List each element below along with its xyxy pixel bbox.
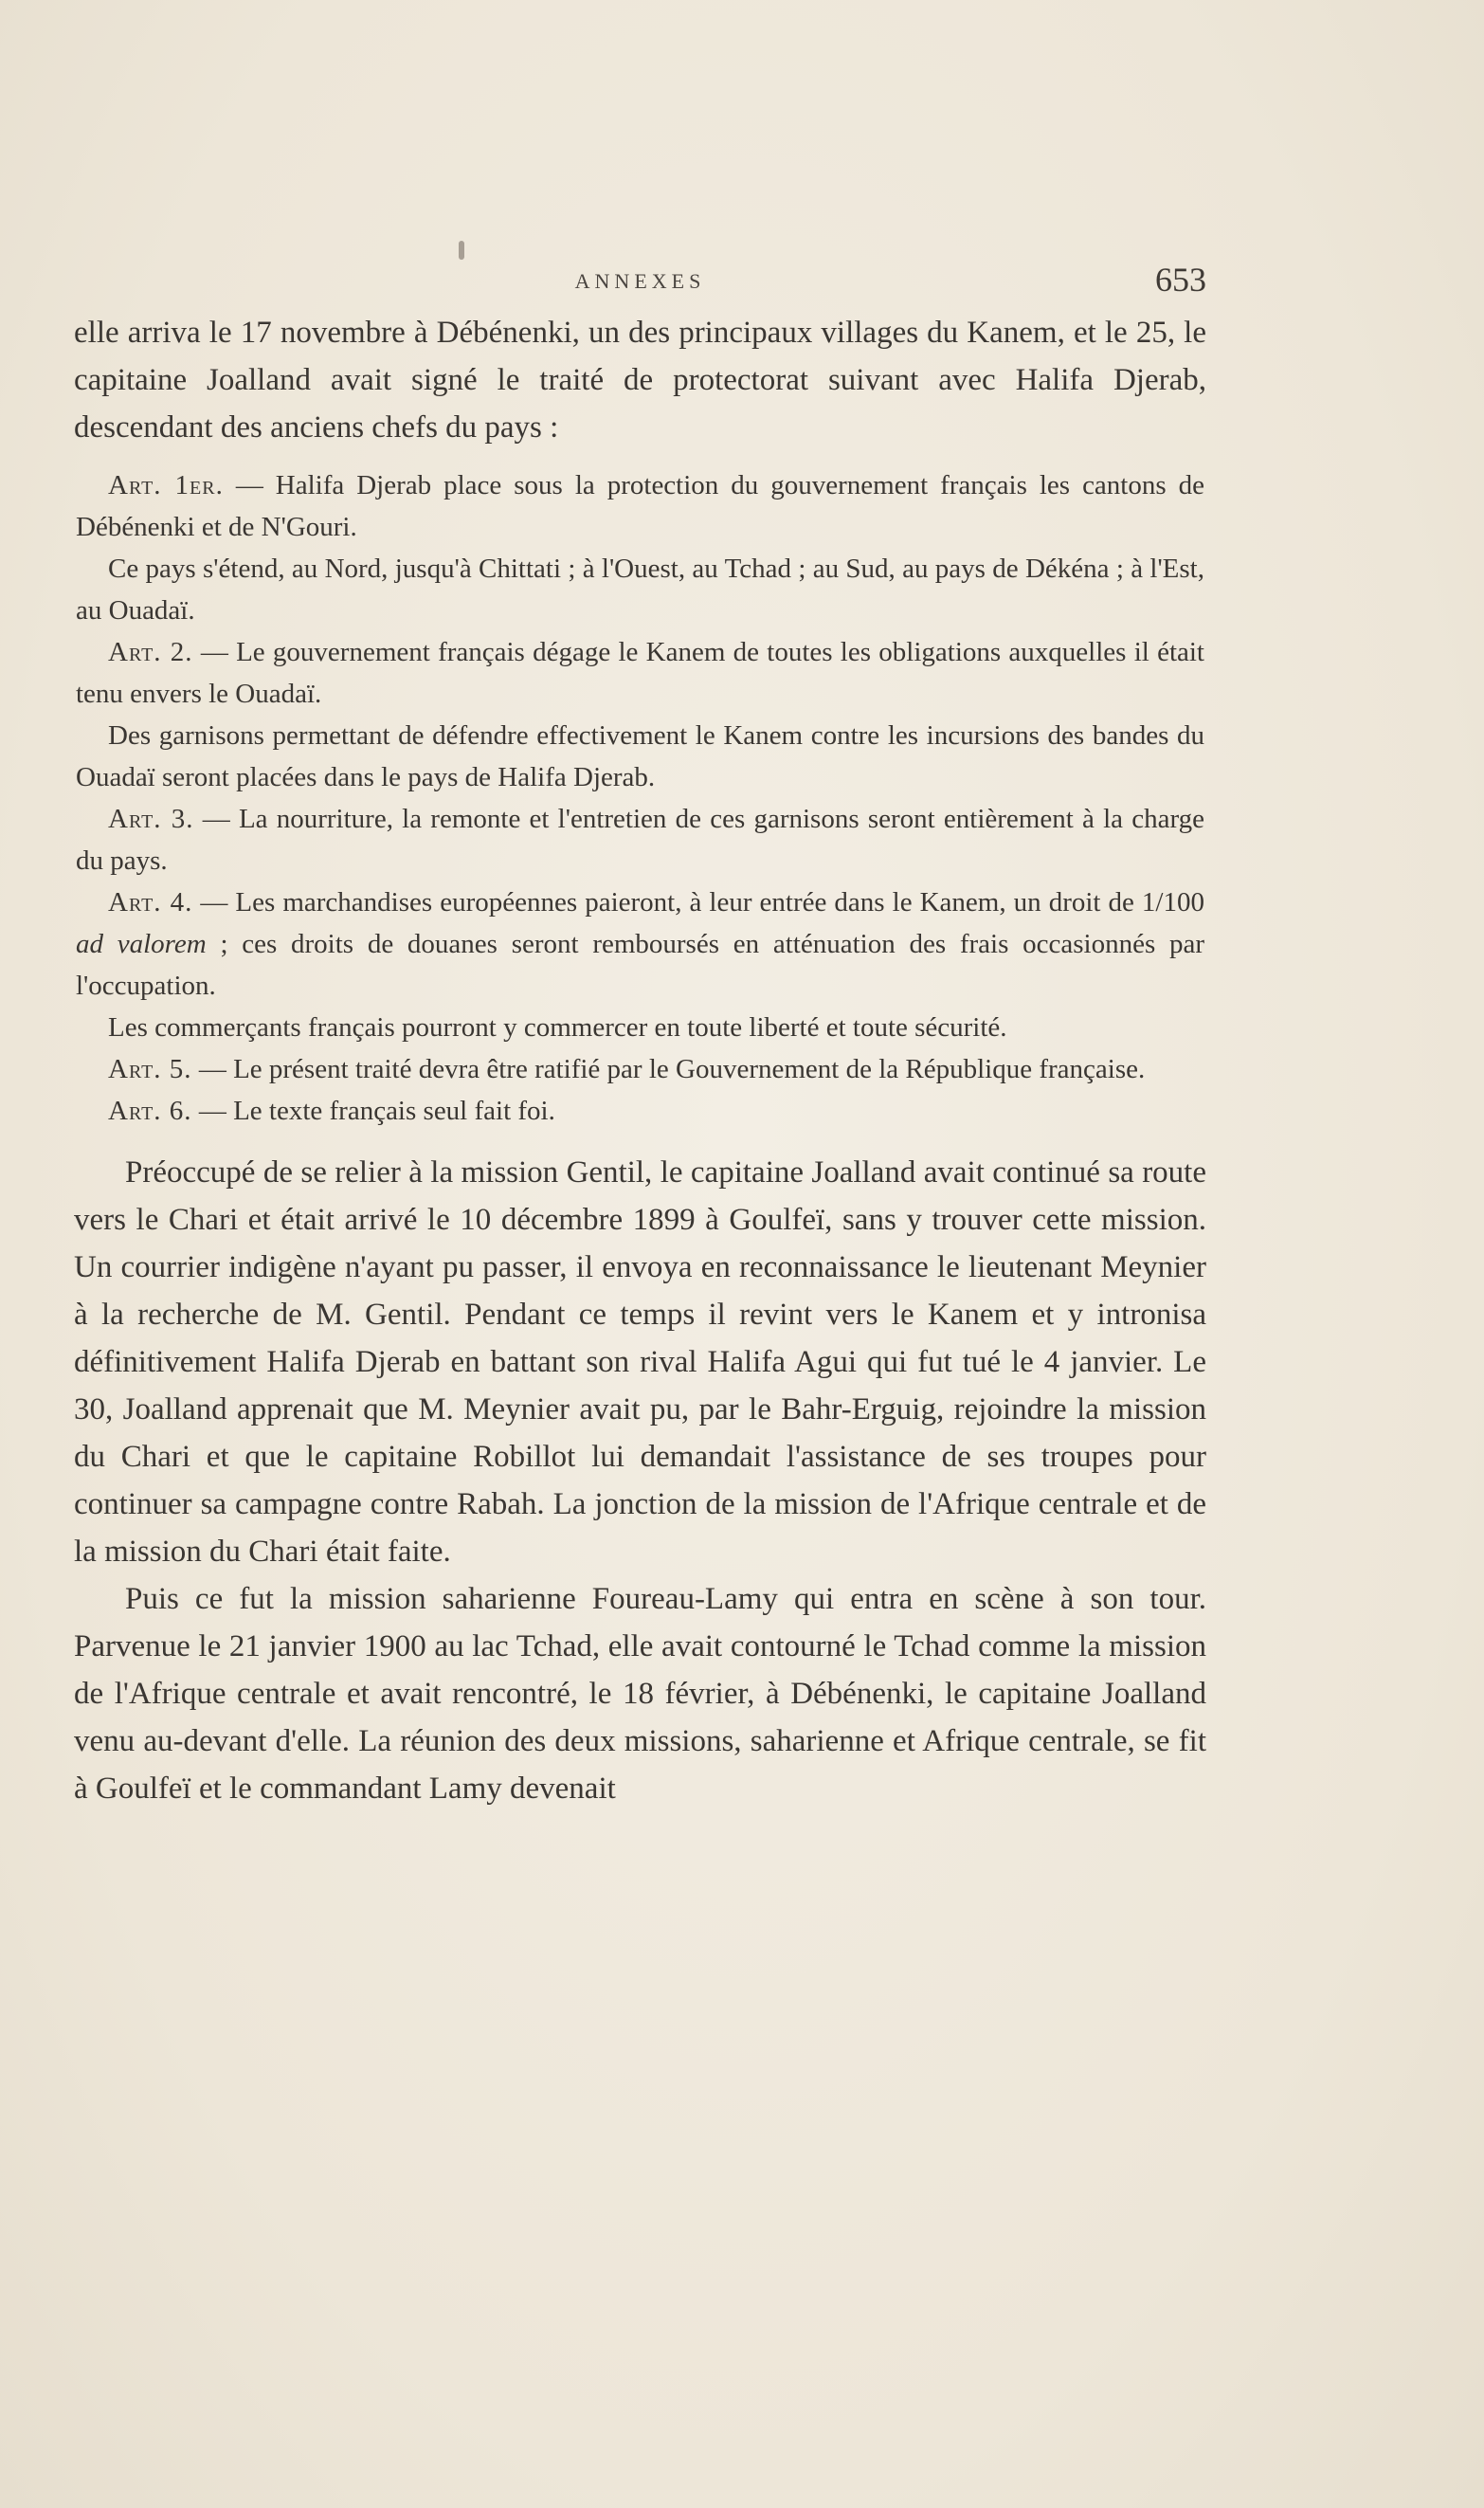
paragraph-mission-gentil: Préoccupé de se relier à la mission Gentil, le capitaine Joalland avait continué sa route vers le Chari et était arrivé le 10 décembre 1899 à Goulfeï, sans y trouver cette mission. Un courrier indigène n'ayant pu passer, il envoya en reconnaissance le lieutenant Meynier à la recherche de M. Gentil. Pendant ce temps il revint vers le Kanem et y intronisa définitivement Halifa Djerab en battant son rival Halifa Agui qui fut tué le 4 janvier. Le 30, Joalland apprenait que M. Meynier avait pu, par le Bahr-Erguig, rejoindre la mission du Chari et que le capitaine Robillot lui demandait l'assistance de ses troupes pour continuer sa campagne contre Rabah. La jonction de la mission de l'Afrique centrale et de la mission du Chari était faite. (74, 1155, 1206, 1569)
article-4-continuation (74, 1007, 1206, 1048)
article-text: — Halifa Djerab place sous la protection du gouvernement français les cantons de Débénenki et de N'Gouri. (76, 470, 1204, 542)
article-text: — Le gouvernement français dégage le Kanem de toutes les obligations auxquelles il était tenu envers le Ouadaï. (76, 637, 1204, 709)
article-text: Les commerçants français pourront y commercer en toute liberté et toute sécurité. (108, 1012, 1007, 1043)
intro-paragraph: elle arriva le 17 novembre à Débénenki, un des principaux villages du Kanem, et le 25, le capitaine Joalland avait signé le traité de protectorat suivant avec Halifa Djerab, descendant des anciens chefs du pays : (74, 316, 1206, 445)
article-1-continuation (74, 548, 1206, 631)
article-text: — La nourriture, la remonte et l'entretien de ces garnisons seront entièrement à la charge du pays. (76, 804, 1204, 876)
article-text: Des garnisons permettant de défendre effectivement le Kanem contre les incursions des bandes du Ouadaï seront placées dans le pays de Halifa Djerab. (76, 720, 1204, 792)
paragraph-mission-saharienne: Puis ce fut la mission saharienne Foureau-Lamy qui entra en scène à son tour. Parvenue le 21 janvier 1900 au lac Tchad, elle avait contourné le Tchad comme la mission de l'Afrique centrale et avait rencontré, le 18 février, à Débénenki, le capitaine Joalland venu au-devant d'elle. La réunion des deux missions, saharienne et Afrique centrale, se fit à Goulfeï et le commandant Lamy devenait (74, 1582, 1206, 1806)
article-label: Art. 5. (108, 1054, 192, 1084)
article-text: — Les marchandises européennes paieront, à leur entrée dans le Kanem, un droit de 1/100 (192, 887, 1204, 918)
ink-blot-mark (459, 241, 464, 260)
article-text: ; ces droits de douanes seront remboursés en atténuation des frais occasionnés par l'occupation. (76, 929, 1204, 1001)
article-label: Art. 6. (108, 1096, 192, 1126)
page-header (74, 258, 1206, 305)
article-4 (74, 881, 1206, 1007)
article-label: Art. 1er. (108, 470, 224, 500)
article-6 (74, 1090, 1206, 1132)
running-head: ANNEXES (574, 269, 706, 293)
treaty-articles (74, 464, 1206, 1132)
latin-phrase: ad valorem (76, 929, 207, 959)
article-1 (74, 464, 1206, 548)
body-text (74, 309, 1206, 1812)
article-label: Art. 3. (108, 804, 194, 834)
article-2-continuation (74, 715, 1206, 798)
article-text: — Le texte français seul fait foi. (191, 1096, 555, 1126)
page-number: 653 (1155, 261, 1206, 299)
article-label: Art. 2. (108, 637, 193, 667)
article-text: Ce pays s'étend, au Nord, jusqu'à Chittati ; à l'Ouest, au Tchad ; au Sud, au pays de Dékéna ; à l'Est, au Ouadaï. (76, 554, 1204, 626)
article-3 (74, 798, 1206, 881)
article-text: — Le présent traité devra être ratifié par le Gouvernement de la République française. (191, 1054, 1146, 1084)
article-2 (74, 631, 1206, 715)
article-label: Art. 4. (108, 887, 193, 918)
article-5 (74, 1048, 1206, 1090)
